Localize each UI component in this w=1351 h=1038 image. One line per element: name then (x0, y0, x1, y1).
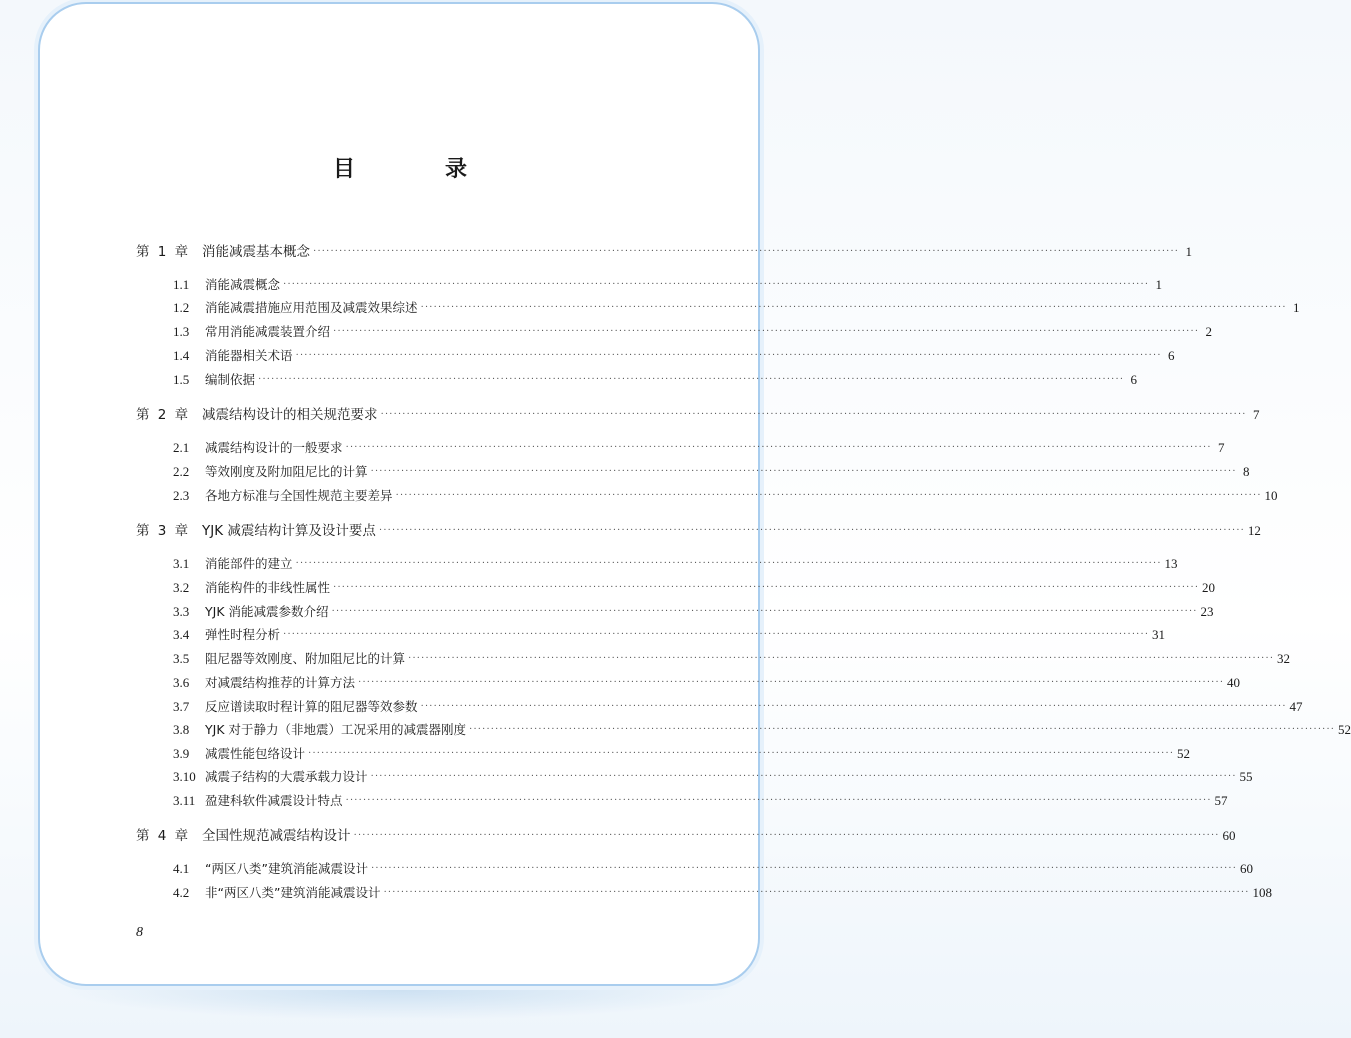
toc-label: YJK 对于静力（非地震）工况采用的减震器刚度 (205, 722, 466, 737)
toc-row[interactable] (173, 298, 1300, 318)
toc-label: YJK 消能减震参数介绍 (205, 604, 329, 619)
toc-label: 减震结构设计的相关规范要求 (202, 407, 378, 423)
toc-page: 7 (1253, 407, 1260, 422)
toc-number: 1.3 (173, 324, 190, 339)
leader-dots: ········································································································································································································ (420, 302, 1287, 313)
toc-page: 40 (1227, 675, 1241, 690)
page-number: 8 (136, 925, 143, 940)
toc-row[interactable] (136, 521, 1261, 541)
toc-label: 消能部件的建立 (205, 556, 293, 571)
toc-page: 13 (1164, 556, 1178, 571)
toc-label: 全国性规范减震结构设计 (202, 828, 351, 844)
toc-row[interactable] (173, 346, 1175, 366)
leader-dots: ········································································································································································································ (370, 466, 1237, 477)
leader-dots: ········································································································································································································ (283, 629, 1150, 640)
toc-label: 消能减震措施应用范围及减震效果综述 (205, 300, 418, 315)
toc-page: 7 (1218, 440, 1225, 455)
toc-page: 60 (1239, 861, 1253, 876)
toc-row[interactable] (173, 322, 1213, 342)
toc-row[interactable] (173, 744, 1191, 764)
toc-row[interactable] (173, 673, 1241, 693)
toc-number: 3.9 (173, 746, 190, 761)
toc-number: 3.11 (173, 793, 196, 808)
toc-page: 12 (1247, 523, 1261, 538)
toc-row[interactable] (173, 697, 1303, 717)
toc-page: 23 (1200, 604, 1214, 619)
toc-number: 1.2 (173, 300, 190, 315)
toc-page: 10 (1264, 488, 1278, 503)
leader-dots: ········································································································································································································ (333, 582, 1200, 593)
toc-row[interactable] (173, 462, 1250, 482)
toc-number: 3.5 (173, 651, 190, 666)
toc-page: 1 (1155, 277, 1163, 292)
toc-page: 6 (1130, 372, 1138, 387)
toc-number: 3.6 (173, 675, 190, 690)
toc-number: 4.1 (173, 861, 190, 876)
toc-number: 4.2 (173, 885, 190, 900)
leader-dots: ········································································································································································································ (358, 677, 1225, 688)
toc-label: 编制依据 (205, 372, 256, 387)
toc-number: 3.3 (173, 604, 190, 619)
toc-label: “两区八类”建筑消能减震设计 (205, 861, 368, 876)
leader-dots: ········································································································································································································ (345, 442, 1212, 453)
leader-dots: ········································································································································································································ (378, 525, 1245, 536)
toc-page: 1 (1293, 300, 1300, 315)
toc-page: 2 (1205, 324, 1213, 339)
toc-row[interactable] (173, 625, 1166, 645)
toc-page: 57 (1214, 793, 1228, 808)
leader-dots: ········································································································································································································ (313, 246, 1180, 257)
toc-row[interactable] (173, 486, 1278, 506)
toc-row[interactable] (136, 826, 1236, 846)
toc-label: 减震结构设计的一般要求 (205, 440, 343, 455)
toc-row[interactable] (173, 767, 1253, 787)
leader-dots: ········································································································································································································ (295, 350, 1162, 361)
toc-row[interactable] (173, 859, 1253, 879)
toc-number: 3.8 (173, 722, 190, 737)
toc-page: 47 (1289, 699, 1303, 714)
toc-number: 3.1 (173, 556, 190, 571)
toc-page: 20 (1202, 580, 1216, 595)
leader-dots: ········································································································································································································ (420, 701, 1287, 712)
toc-number: 3.10 (173, 769, 196, 784)
leader-dots: ········································································································································································································ (383, 887, 1250, 898)
toc-row[interactable] (136, 242, 1193, 262)
toc-page: 108 (1252, 885, 1272, 900)
leader-dots: ········································································································································································································ (469, 724, 1336, 735)
toc-label: 反应谱读取时程计算的阻尼器等效参数 (205, 699, 418, 714)
toc-label: YJK 减震结构计算及设计要点 (202, 523, 376, 539)
toc-row[interactable] (173, 649, 1291, 669)
toc-label: 消能构件的非线性属性 (205, 580, 331, 595)
toc-label: 等效刚度及附加阻尼比的计算 (205, 464, 368, 479)
toc-label: 各地方标准与全国性规范主要差异 (205, 488, 393, 503)
toc-number: 2.2 (173, 464, 190, 479)
toc-page: 8 (1243, 464, 1250, 479)
toc-label: 减震性能包络设计 (205, 746, 306, 761)
toc-number: 第 3 章 (136, 523, 189, 539)
toc-row[interactable] (136, 405, 1260, 425)
leader-dots: ········································································································································································································ (295, 558, 1162, 569)
leader-dots: ········································································································································································································ (258, 374, 1125, 385)
toc-label: 消能减震基本概念 (202, 244, 310, 260)
toc-number: 第 1 章 (136, 244, 189, 260)
toc-number: 2.1 (173, 440, 190, 455)
toc-label: 常用消能减震装置介绍 (205, 324, 331, 339)
leader-dots: ········································································································································································································ (308, 748, 1175, 759)
toc-page: 31 (1152, 627, 1166, 642)
leader-dots: ········································································································································································································ (370, 863, 1237, 874)
toc-label: 非“两区八类”建筑消能减震设计 (205, 885, 381, 900)
leader-dots: ········································································································································································································ (408, 653, 1275, 664)
toc-label: 减震子结构的大震承载力设计 (205, 769, 368, 784)
toc-number: 第 2 章 (136, 407, 189, 423)
toc-number: 1.5 (173, 372, 190, 387)
toc-page: 32 (1277, 651, 1291, 666)
leader-dots: ········································································································································································································ (353, 830, 1220, 841)
leader-dots: ········································································································································································································ (370, 771, 1237, 782)
toc-row[interactable] (173, 578, 1216, 598)
toc-number: 3.7 (173, 699, 190, 714)
toc-row[interactable] (173, 791, 1228, 811)
toc-number: 1.4 (173, 348, 190, 363)
toc-page: 1 (1185, 244, 1193, 259)
toc-page: 52 (1338, 722, 1351, 737)
toc-row[interactable] (173, 554, 1178, 574)
toc-number: 第 4 章 (136, 828, 189, 844)
toc-row[interactable] (173, 275, 1163, 295)
toc-row[interactable] (173, 438, 1225, 458)
toc-label: 阻尼器等效刚度、附加阻尼比的计算 (205, 651, 406, 666)
leader-dots: ········································································································································································································ (333, 326, 1200, 337)
toc-label: 对减震结构推荐的计算方法 (205, 675, 356, 690)
toc-label: 盈建科软件减震设计特点 (205, 793, 343, 808)
toc-page: 52 (1177, 746, 1191, 761)
toc-row[interactable] (173, 883, 1272, 903)
toc-label: 消能减震概念 (205, 277, 281, 292)
toc-page: 60 (1222, 828, 1236, 843)
leader-dots: ········································································································································································································ (345, 795, 1212, 806)
toc-page: 55 (1239, 769, 1253, 784)
toc-page: 6 (1168, 348, 1175, 363)
leader-dots: ········································································································································································································ (331, 606, 1198, 617)
toc-number: 3.4 (173, 627, 190, 642)
toc-number: 1.1 (173, 277, 190, 292)
toc-row[interactable] (173, 720, 1351, 740)
leader-dots: ········································································································································································································ (283, 279, 1150, 290)
toc-row[interactable] (173, 602, 1214, 622)
toc-label: 弹性时程分析 (205, 627, 281, 642)
leader-dots: ········································································································································································································ (380, 409, 1247, 420)
toc-row[interactable] (173, 370, 1138, 390)
leader-dots: ········································································································································································································ (395, 490, 1262, 501)
page-title: 目 录 (332, 157, 501, 182)
toc-number: 3.2 (173, 580, 190, 595)
toc-number: 2.3 (173, 488, 190, 503)
toc-label: 消能器相关术语 (205, 348, 293, 363)
